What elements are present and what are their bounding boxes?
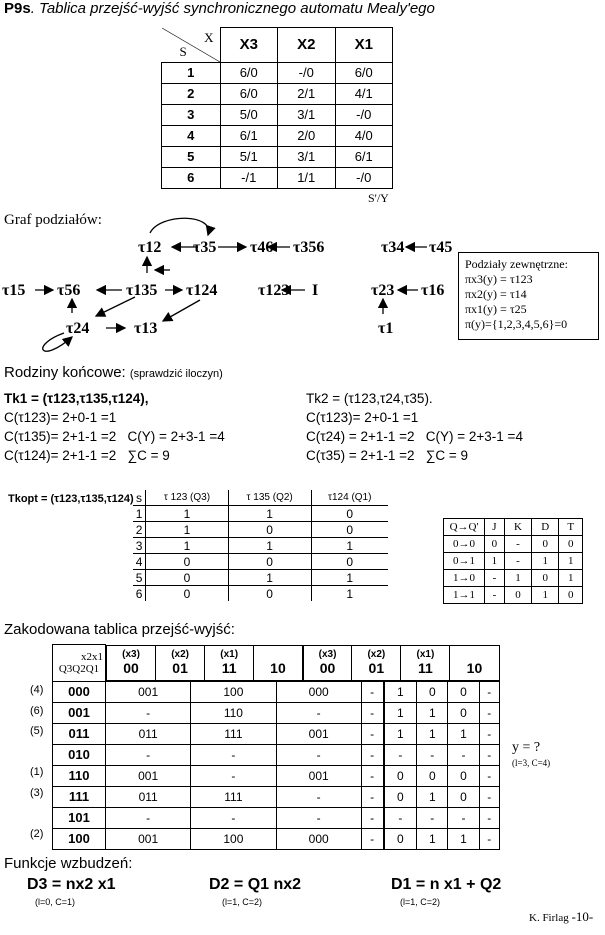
coded-col-header: [450, 645, 499, 680]
coded-cell: -: [384, 807, 417, 828]
graph-node-t123: τ123: [258, 282, 290, 299]
external-partitions-box: [458, 252, 599, 340]
coded-row-label: (2): [30, 827, 44, 840]
tkopt-cell: 2: [133, 522, 146, 538]
tkopt-cell: 1: [228, 506, 311, 522]
graph-node-t16: τ16: [421, 282, 445, 299]
tk1-line-3: C(τ124)= 2+1-1 =2 ∑C = 9: [4, 448, 170, 463]
tkopt-cell: 1: [146, 538, 229, 554]
corner-cell: [162, 28, 221, 63]
coded-row: [53, 828, 500, 849]
state-label: 1: [162, 62, 221, 83]
coded-col-code: 01: [368, 660, 385, 676]
coded-cell: -: [361, 786, 383, 807]
graph-node-t45: τ45: [429, 239, 453, 256]
state-cell: 2/1: [278, 83, 336, 104]
coded-cell: -: [191, 807, 276, 828]
footer-author: K. Firlag: [529, 912, 569, 924]
col-x2: X2: [278, 28, 336, 63]
coded-row: [53, 807, 500, 828]
coded-cell: -: [106, 744, 191, 765]
coded-cell: 0: [448, 681, 479, 702]
coded-state: 101: [53, 807, 106, 828]
coded-col-code: 10: [466, 660, 483, 676]
coded-cell: 0: [384, 765, 417, 786]
tkopt-cell: 0: [311, 554, 388, 570]
col-x3: X3: [220, 28, 278, 63]
flipflop-cell: 1→0: [444, 570, 485, 587]
coded-cell: 111: [191, 786, 276, 807]
state-row: [162, 62, 393, 83]
tk2-title: Tk2 = (τ123,τ24,τ35).: [306, 391, 433, 406]
tk1-title: Tk1 = (τ123,τ135,τ124),: [4, 391, 149, 406]
coded-col-header: [401, 645, 450, 680]
coded-col-sub: (x2): [171, 649, 189, 660]
tkopt-cell: 0: [228, 522, 311, 538]
state-row: [162, 104, 393, 125]
coded-cell: -: [448, 807, 479, 828]
flipflop-cell: 1: [485, 553, 505, 570]
tkopt-cell: 1: [146, 506, 229, 522]
tk2-line-2: C(τ24) = 2+1-1 =2 C(Y) = 2+3-1 =4: [306, 429, 523, 444]
coded-cell: -: [479, 765, 499, 786]
coded-cell: -: [361, 681, 383, 702]
coded-col-code: 01: [172, 660, 188, 676]
flipflop-cell: 0: [559, 536, 583, 553]
coded-row: [53, 786, 500, 807]
families-title-text: Rodziny końcowe:: [4, 364, 126, 381]
tkopt-cell: 0: [228, 586, 311, 602]
graph-node-t356: τ356: [293, 239, 325, 256]
y-note: (l=3, C=4): [512, 758, 551, 768]
state-cell: 6/1: [220, 125, 278, 146]
coded-cell: -: [479, 744, 499, 765]
coded-col-sub: (x1): [220, 649, 239, 660]
coded-col-code: 00: [123, 660, 139, 676]
graph-node-t135: τ135: [126, 282, 158, 299]
footer: [529, 909, 593, 925]
external-line-4: π(y)={1,2,3,4,5,6}=0: [465, 317, 568, 331]
tkopt-cell: 5: [133, 570, 146, 586]
state-row: [162, 167, 393, 188]
tkopt-row: [133, 522, 388, 538]
coded-cell: 1: [384, 681, 417, 702]
coded-cell: 1: [448, 828, 479, 849]
coded-corner-top: x2x1: [81, 650, 103, 663]
coded-col-header: [254, 645, 303, 680]
flipflop-cell: 1: [532, 587, 559, 604]
coded-corner-bottom: Q3Q2Q1: [58, 662, 100, 675]
graph-node-one: I: [312, 282, 319, 299]
tkopt-cell: 0: [146, 570, 229, 586]
coded-title: Zakodowana tablica przejść-wyjść:: [4, 621, 235, 638]
func-d2: D2 = Q1 nx2: [209, 876, 302, 893]
coded-state: 011: [53, 723, 106, 744]
coded-cell: 0: [384, 786, 417, 807]
coded-cell: -: [361, 702, 383, 723]
func-d2-note: (l=1, C=2): [222, 897, 263, 907]
coded-col-code: 00: [319, 660, 336, 676]
coded-row: [53, 765, 500, 786]
coded-col-header: [107, 645, 156, 680]
flipflop-row: [444, 553, 583, 570]
coded-cell: -: [361, 828, 383, 849]
state-label: 5: [162, 146, 221, 167]
coded-col-code: 11: [221, 660, 237, 676]
page-title: [4, 0, 435, 17]
coded-col-header: [303, 645, 352, 680]
coded-cell: 0: [448, 702, 479, 723]
coded-cell: 110: [191, 702, 276, 723]
coded-cell: 0: [417, 681, 448, 702]
table1-footer: S'/Y: [368, 191, 389, 205]
coded-cell: -: [276, 807, 361, 828]
external-line-2: πx2(y) = τ14: [465, 287, 527, 301]
coded-col-code: 11: [418, 660, 433, 676]
coded-state: 000: [53, 681, 106, 702]
functions-title: Funkcje wzbudzeń:: [4, 855, 133, 872]
external-line-3: πx1(y) = τ25: [465, 302, 527, 316]
coded-cell: -: [417, 807, 448, 828]
state-cell: 2/0: [278, 125, 336, 146]
title-rest: . Tablica przejść-wyjść synchronicznego automatu Mealy'ego: [30, 0, 435, 17]
flipflop-cell: 1: [559, 570, 583, 587]
coded-cell: 011: [106, 786, 191, 807]
coded-cell: 001: [106, 765, 191, 786]
func-d1: D1 = n x1 + Q2: [391, 876, 502, 893]
graph-node-t46: τ46: [250, 239, 274, 256]
graph-title: Graf podziałów:: [4, 212, 102, 228]
coded-row-label: (4): [30, 684, 44, 696]
coded-col-sub: [254, 649, 302, 660]
coded-cell: -: [361, 744, 383, 765]
coded-cell: -: [479, 807, 499, 828]
flipflop-row: [444, 570, 583, 587]
coded-corner: [53, 645, 106, 682]
families-title: [4, 364, 223, 381]
coded-cell: 1: [417, 702, 448, 723]
coded-cell: -: [191, 765, 276, 786]
coded-cell: -: [448, 744, 479, 765]
coded-cell: 1: [448, 723, 479, 744]
func-d3: D3 = nx2 x1: [27, 876, 116, 893]
flipflop-cell: 1: [559, 553, 583, 570]
tkopt-cell: 0: [311, 522, 388, 538]
tkopt-cell: 1: [311, 586, 388, 602]
graph-node-t13: τ13: [134, 320, 158, 337]
flipflop-cell: 1: [504, 570, 531, 587]
flipflop-header: K: [504, 519, 531, 536]
state-cell: 4/0: [335, 125, 393, 146]
graph-node-t24: τ24: [66, 320, 90, 337]
coded-cell: -: [479, 786, 499, 807]
graph-node-t12: τ12: [138, 239, 162, 256]
state-cell: 3/1: [278, 104, 336, 125]
coded-cell: 1: [417, 828, 448, 849]
flipflop-header-row: [444, 519, 583, 536]
coded-col-header: [156, 645, 205, 680]
coded-cell: -: [276, 786, 361, 807]
flipflop-cell: 0: [532, 570, 559, 587]
graph-node-t124: τ124: [186, 282, 218, 299]
corner-x: X: [204, 29, 214, 45]
tkopt-h-q1: τ124 (Q1): [311, 490, 388, 506]
flipflop-cell: 0→0: [444, 536, 485, 553]
state-row: [162, 146, 393, 167]
coded-state: 100: [53, 828, 106, 849]
family-tk2: [306, 389, 601, 465]
coded-col-sub: (x1): [416, 649, 435, 660]
coded-cell: -: [276, 702, 361, 723]
tkopt-cell: 1: [311, 538, 388, 554]
coded-col-sub: (x3): [318, 649, 337, 660]
coded-cell: 001: [106, 681, 191, 702]
flipflop-cell: 0: [485, 536, 505, 553]
flipflop-cell: 0: [532, 536, 559, 553]
tkopt-row: [133, 554, 388, 570]
state-cell: 5/0: [220, 104, 278, 125]
state-cell: 4/1: [335, 83, 393, 104]
coded-cell: -: [361, 765, 383, 786]
coded-cell: 1: [384, 723, 417, 744]
flipflop-row: [444, 536, 583, 553]
footer-page: -10-: [571, 909, 594, 924]
tkopt-h-q3: τ 123 (Q3): [146, 490, 229, 506]
coded-row-label: (1): [30, 766, 44, 778]
coded-cell: -: [276, 744, 361, 765]
coded-col-header: [205, 645, 254, 680]
coded-cell: 001: [276, 765, 361, 786]
tkopt-row: [133, 586, 388, 602]
coded-col-code: 10: [270, 660, 286, 676]
tkopt-cell: 1: [311, 570, 388, 586]
tkopt-cell: 0: [228, 554, 311, 570]
state-cell: 6/0: [220, 83, 278, 104]
tkopt-h-q2: τ 135 (Q2): [228, 490, 311, 506]
flipflop-cell: -: [485, 587, 505, 604]
tk1-line-1: C(τ123)= 2+0-1 =1: [4, 410, 117, 425]
flipflop-cell: -: [485, 570, 505, 587]
coded-cell: -: [191, 744, 276, 765]
tkopt-cell: 1: [146, 522, 229, 538]
flipflop-cell: 1→1: [444, 587, 485, 604]
tkopt-cell: 1: [228, 570, 311, 586]
state-cell: 5/1: [220, 146, 278, 167]
coded-col-sub: (x2): [367, 649, 386, 660]
coded-cell: 001: [276, 723, 361, 744]
flipflop-cell: -: [504, 536, 531, 553]
coded-row: [53, 702, 500, 723]
tk1-line-2: C(τ135)= 2+1-1 =2 C(Y) = 2+3-1 =4: [4, 429, 225, 444]
external-line-1: πx3(y) = τ123: [465, 272, 533, 286]
state-label: 4: [162, 125, 221, 146]
coded-col-sub: [450, 649, 498, 660]
y-label: y = ?: [512, 740, 541, 755]
state-label: 6: [162, 167, 221, 188]
state-cell: 6/1: [335, 146, 393, 167]
tkopt-cell: 0: [146, 586, 229, 602]
tkopt-cell: 6: [133, 586, 146, 602]
flipflop-cell: -: [504, 553, 531, 570]
coded-cell: -: [479, 702, 499, 723]
coded-row: [53, 681, 500, 702]
flipflop-cell: 1: [532, 553, 559, 570]
state-cell: -/1: [220, 167, 278, 188]
coded-cell: -: [361, 723, 383, 744]
family-tk1: [4, 389, 304, 465]
coded-cell: -: [106, 702, 191, 723]
state-label: 3: [162, 104, 221, 125]
state-cell: 6/0: [220, 62, 278, 83]
coded-cell: -: [361, 807, 383, 828]
coded-cell: 0: [417, 765, 448, 786]
coded-cell: 1: [417, 786, 448, 807]
coded-cell: 1: [384, 702, 417, 723]
coded-row: [53, 744, 500, 765]
title-prefix: P9s: [4, 0, 31, 17]
coded-cell: 100: [191, 681, 276, 702]
tkopt-row: [133, 538, 388, 554]
col-x1: X1: [335, 28, 393, 63]
coded-cell: 011: [106, 723, 191, 744]
coded-row-label: (3): [30, 786, 44, 799]
coded-cell: 000: [276, 828, 361, 849]
coded-state: 111: [53, 786, 106, 807]
coded-state: 110: [53, 765, 106, 786]
coded-cell: -: [417, 744, 448, 765]
coded-cell: 111: [191, 723, 276, 744]
coded-cell: -: [106, 807, 191, 828]
external-title: Podziały zewnętrzne:: [465, 257, 568, 271]
graph-node-t1: τ1: [378, 320, 394, 337]
flipflop-header: J: [485, 519, 505, 536]
flipflop-table: [443, 518, 583, 604]
graph-node-t35: τ35: [193, 239, 217, 256]
tkopt-cell: 3: [133, 538, 146, 554]
coded-col-sub: (x3): [122, 649, 140, 660]
tkopt-cell: 1: [228, 538, 311, 554]
tk2-line-3: C(τ35) = 2+1-1 =2 ∑C = 9: [306, 448, 469, 463]
tkopt-row: [133, 506, 388, 522]
coded-cell: -: [479, 828, 499, 849]
corner-s: S: [179, 43, 187, 59]
graph-node-t15: τ15: [2, 282, 26, 299]
state-cell: -/0: [278, 62, 336, 83]
coded-cell: -: [479, 681, 499, 702]
tkopt-table: [133, 490, 388, 601]
graph-node-t23: τ23: [371, 282, 395, 299]
state-row: [162, 125, 393, 146]
coded-cell: -: [384, 744, 417, 765]
families-note: (sprawdzić iloczyn): [129, 368, 223, 380]
coded-state: 001: [53, 702, 106, 723]
tkopt-label: Tkopt = (τ123,τ135,τ124): [8, 493, 134, 505]
coded-row-label: (6): [30, 704, 44, 717]
graph-node-t34: τ34: [381, 239, 405, 256]
coded-col-header: [352, 645, 401, 680]
coded-state: 010: [53, 744, 106, 765]
coded-cell: 000: [276, 681, 361, 702]
tkopt-cell: 0: [146, 554, 229, 570]
coded-row-label: (5): [30, 725, 44, 737]
state-cell: 6/0: [335, 62, 393, 83]
tkopt-cell: 0: [311, 506, 388, 522]
flipflop-header: T: [559, 519, 583, 536]
coded-table: [52, 644, 500, 850]
func-d3-note: (l=0, C=1): [35, 897, 76, 907]
state-cell: -/0: [335, 167, 393, 188]
state-label: 2: [162, 83, 221, 104]
coded-cell: 0: [448, 765, 479, 786]
state-table: [161, 27, 393, 189]
tkopt-cell: 1: [133, 506, 146, 522]
flipflop-row: [444, 587, 583, 604]
coded-cell: -: [479, 723, 499, 744]
coded-cell: 001: [106, 828, 191, 849]
coded-row: [53, 723, 500, 744]
coded-cell: 1: [417, 723, 448, 744]
flipflop-header: Q→Q': [444, 519, 485, 536]
flipflop-header: D: [532, 519, 559, 536]
state-cell: 3/1: [278, 146, 336, 167]
flipflop-cell: 0→1: [444, 553, 485, 570]
tk2-line-1: C(τ123)= 2+0-1 =1: [306, 410, 419, 425]
tkopt-cell: 4: [133, 554, 146, 570]
coded-cell: 0: [384, 828, 417, 849]
state-row: [162, 83, 393, 104]
state-cell: 1/1: [278, 167, 336, 188]
func-d1-note: (l=1, C=2): [400, 897, 441, 907]
tkopt-row: [133, 570, 388, 586]
state-cell: -/0: [335, 104, 393, 125]
flipflop-cell: 0: [559, 587, 583, 604]
tkopt-h-s: s: [133, 490, 146, 506]
flipflop-cell: 0: [504, 587, 531, 604]
coded-cell: 0: [448, 786, 479, 807]
coded-cell: 100: [191, 828, 276, 849]
graph-node-t56: τ56: [57, 282, 81, 299]
